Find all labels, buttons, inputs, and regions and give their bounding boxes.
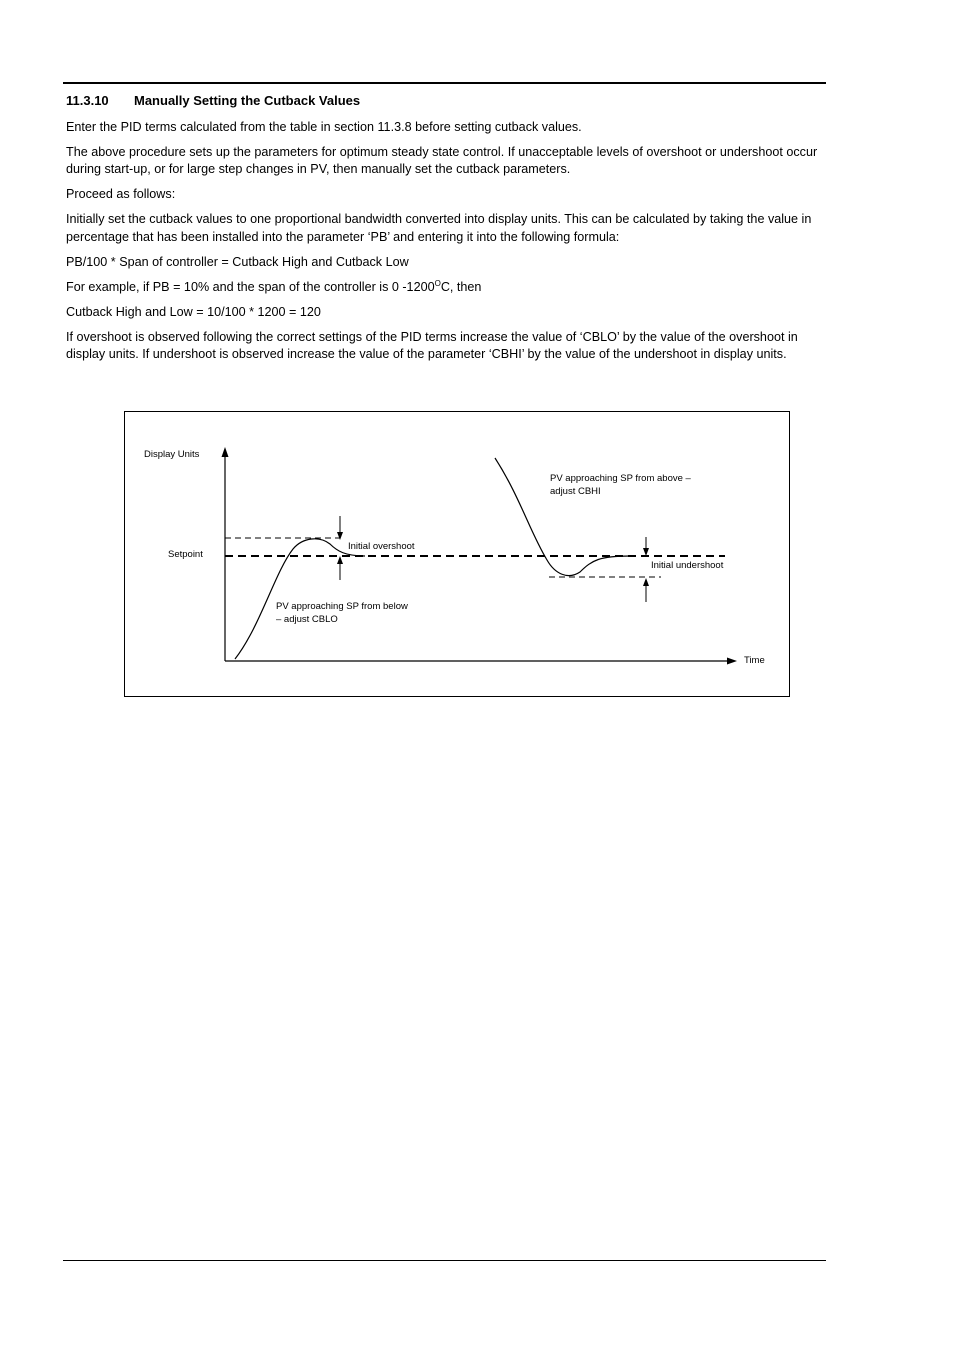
below-label-line1: PV approaching SP from below [276,601,408,612]
setpoint-label: Setpoint [168,549,203,560]
paragraph-example [66,279,828,297]
paragraph-procedure: The above procedure sets up the parameters for optimum steady state control. If unacceptable levels of overshoot or undershoot occur during start-up, or for large step changes in PV, then manually set the cutback parameters. [66,144,818,176]
paragraph-intro: Enter the PID terms calculated from the table in section 11.3.8 before setting cutback values. [66,119,582,134]
bottom-rule [63,1260,826,1261]
overshoot-label: Initial overshoot [348,541,415,552]
paragraph-formula: PB/100 * Span of controller = Cutback High and Cutback Low [66,254,409,269]
paragraph-initial-cutback: Initially set the cutback values to one proportional bandwidth converted into display units. This can be calculated by taking the value in percentage that has been installed into the parameter ‘PB’ and entering it into the following formula: [66,212,812,244]
x-axis-label: Time [744,655,765,666]
above-label-line1: PV approaching SP from above – [550,473,691,484]
example-text-b: C, then [440,279,482,294]
undershoot-label: Initial undershoot [651,560,724,571]
paragraph-proceed: Proceed as follows: [66,187,176,201]
overshoot-arrow-up-head [337,556,343,564]
undershoot-arrow-down-head [643,548,649,556]
paragraph-calculation: Cutback High and Low = 10/100 * 1200 = 120 [66,304,321,319]
undershoot-arrow-up-head [643,578,649,586]
example-text-a: For example, if PB = 10% and the span of the controller is 0 -1200 [66,279,435,294]
paragraph-overshoot-undershoot: If overshoot is observed following the correct settings of the PID terms increase the value of ‘CBLO’ by the value of the overshoot in display units. If undershoot is observed increase the value of the parameter ‘CBHI’ by the value of the undershoot in display units. [66,329,798,361]
y-axis-arrow [222,447,229,457]
section-content [66,92,828,371]
section-heading [66,92,828,110]
above-label-line2: adjust CBHI [550,486,601,497]
degree-superscript: O [434,278,441,288]
section-number: 11.3.10 [66,93,109,108]
below-label-line2: – adjust CBLO [276,614,338,625]
top-rule [63,82,826,84]
cutback-diagram [124,411,790,697]
cutback-diagram-svg [125,412,791,698]
section-title: Manually Setting the Cutback Values [134,93,361,108]
overshoot-arrow-down-head [337,532,343,540]
x-axis-arrow [727,658,737,665]
y-axis-label: Display Units [144,449,200,460]
